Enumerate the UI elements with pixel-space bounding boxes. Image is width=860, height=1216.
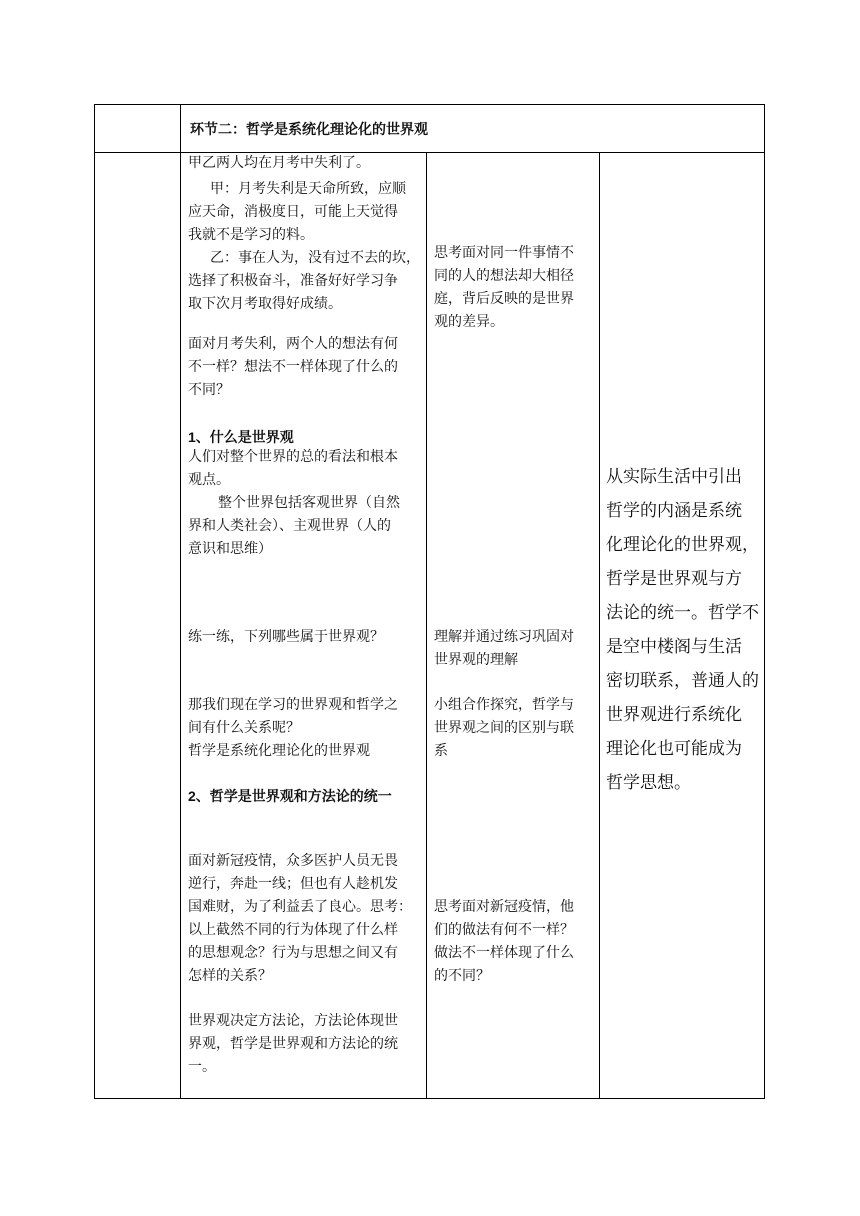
student-line: 同的人的想法却大相径 (434, 268, 574, 284)
activity-line: 界观，哲学是世界观和方法论的统 (188, 1036, 398, 1052)
student-line: 理解并通过练习巩固对 (434, 629, 574, 645)
activity-line: 不一样？想法不一样体现了什么的 (188, 359, 398, 375)
intent-line: 理论化也可能成为 (606, 739, 742, 759)
section-title: 环节二：哲学是系统化理论化的世界观 (190, 121, 428, 137)
intent-line: 哲学思想。 (606, 773, 691, 793)
activity-line: 面对月考失利，两个人的想法有何 (188, 336, 398, 352)
student-line: 系 (434, 743, 448, 759)
activity-line: 甲：月考失利是天命所致，应顺 (210, 181, 406, 197)
activity-line: 练一练，下列哪些属于世界观？ (188, 629, 384, 645)
activity-line: 那我们现在学习的世界观和哲学之 (188, 697, 398, 713)
intent-line: 世界观进行系统化 (606, 705, 742, 725)
activity-line: 整个世界包括客观世界（自然 (218, 495, 400, 511)
activity-line: 甲乙两人均在月考中失利了。 (188, 155, 370, 171)
activity-line: 我就不是学习的料。 (188, 227, 314, 243)
activity-line: 一。 (188, 1059, 216, 1075)
subheading-what-is-worldview: 1、什么是世界观 (188, 429, 294, 445)
activity-line: 逆行，奔赴一线；但也有人趁机发 (188, 876, 398, 892)
student-line: 思考面对同一件事情不 (434, 245, 574, 261)
student-line: 小组合作探究，哲学与 (434, 697, 574, 713)
activity-line: 观点。 (188, 472, 230, 488)
activity-line: 意识和思维） (188, 541, 272, 557)
activity-line: 取下次月考取得好成绩。 (188, 296, 342, 312)
activity-line: 选择了积极奋斗，准备好好学习争 (188, 273, 398, 289)
intent-line: 哲学是世界观与方 (606, 569, 742, 589)
intent-line: 密切联系，普通人的 (606, 671, 759, 691)
activity-line: 国难财，为了利益丢了良心。思考： (188, 899, 412, 915)
column-divider-2 (426, 152, 427, 1099)
subheading-worldview-methodology: 2、哲学是世界观和方法论的统一 (188, 788, 392, 804)
activity-line: 世界观决定方法论，方法论体现世 (188, 1013, 398, 1029)
student-line: 观的差异。 (434, 314, 504, 330)
activity-line: 人们对整个世界的总的看法和根本 (188, 449, 398, 465)
student-line: 世界观的理解 (434, 652, 518, 668)
intent-line: 是空中楼阁与生活 (606, 637, 742, 657)
student-line: 的不同？ (434, 968, 490, 984)
design-intent (606, 460, 762, 800)
activity-line: 面对新冠疫情，众多医护人员无畏 (188, 853, 398, 869)
activity-line: 的思想观念？行为与思想之间又有 (188, 945, 398, 961)
column-divider-3 (599, 152, 600, 1099)
intent-line: 哲学的内涵是系统 (606, 501, 742, 521)
student-line: 做法不一样体现了什么 (434, 945, 574, 961)
student-line: 庭，背后反映的是世界 (434, 291, 574, 307)
activity-line: 应天命，消极度日，可能上天觉得 (188, 204, 398, 220)
activity-line: 以上截然不同的行为体现了什么样 (188, 922, 398, 938)
intent-line: 从实际生活中引出 (606, 467, 742, 487)
activity-line: 间有什么关系呢？ (188, 720, 300, 736)
activity-line: 哲学是系统化理论化的世界观 (188, 743, 370, 759)
student-line: 思考面对新冠疫情，他 (434, 899, 574, 915)
student-line: 世界观之间的区别与联 (434, 720, 574, 736)
column-divider-1 (180, 104, 181, 1099)
intent-line: 化理论化的世界观， (606, 535, 759, 555)
activity-line: 乙：事在人为，没有过不去的坎， (210, 250, 420, 266)
activity-line: 怎样的关系？ (188, 968, 272, 984)
student-line: 们的做法有何不一样？ (434, 922, 574, 938)
intent-line: 法论的统一。哲学不 (606, 603, 759, 623)
activity-line: 界和人类社会）、主观世界（人的 (188, 518, 391, 534)
activity-line: 不同？ (188, 382, 230, 398)
